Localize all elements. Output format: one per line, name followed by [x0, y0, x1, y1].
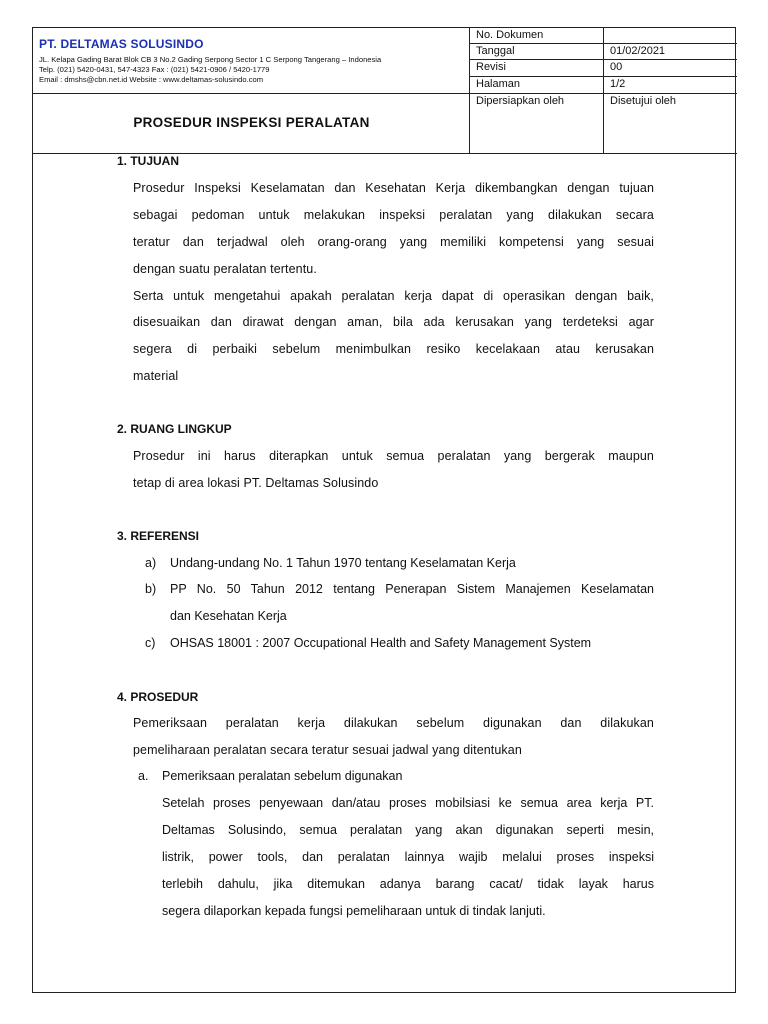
meta-key: Halaman	[470, 77, 604, 93]
title-block	[33, 94, 470, 154]
paragraph-line: sebagai pedoman untuk melakukan inspeksi peralatan yang dilakukan secara	[133, 208, 654, 222]
meta-key: Tanggal	[470, 44, 604, 59]
list-item: OHSAS 18001 : 2007 Occupational Health and Safety Management System	[170, 636, 592, 650]
paragraph-line: listrik, power tools, dan peralatan lainnya wajib melalui proses inspeksi	[162, 850, 654, 864]
paragraph-line: pemeliharaan peralatan secara teratur sesuai jadwal yang ditentukan	[133, 743, 522, 757]
meta-row	[470, 44, 737, 60]
paragraph-line: dengan suatu peralatan tertentu.	[133, 262, 317, 276]
paragraph-line: terlebih dahulu, jika ditemukan adanya barang cacat/ tidak layak harus	[162, 877, 654, 891]
meta-row	[470, 60, 737, 77]
document-page	[32, 27, 736, 993]
paragraph-line: Serta untuk mengetahui apakah peralatan kerja dapat di operasikan dengan baik,	[133, 289, 654, 303]
signature-row	[470, 94, 737, 154]
paragraph-line: segera di perbaiki sebelum menimbulkan resiko kecelakaan atau kerusakan	[133, 342, 654, 356]
list-item: Undang-undang No. 1 Tahun 1970 tentang Keselamatan Kerja	[170, 556, 516, 570]
section-heading-prosedur: 4. PROSEDUR	[117, 690, 199, 704]
approved-by-label: Disetujui oleh	[610, 95, 677, 107]
paragraph-line: Prosedur Inspeksi Keselamatan dan Kesehatan Kerja dikembangkan dengan tujuan	[133, 181, 654, 195]
meta-value: 01/02/2021	[610, 45, 666, 57]
paragraph-line: Deltamas Solusindo, semua peralatan yang akan digunakan seperti mesin,	[162, 823, 654, 837]
paragraph-line: disesuaikan dan dirawat dengan aman, bila ada kerusakan yang terdeteksi agar	[133, 315, 654, 329]
paragraph-line: Setelah proses penyewaan dan/atau proses mobilsiasi ke semua area kerja PT.	[162, 796, 654, 810]
meta-value: 1/2	[610, 78, 626, 90]
sub-list-marker: a.	[138, 769, 149, 783]
meta-row	[470, 28, 737, 44]
paragraph-line: segera dilaporkan kepada fungsi pemeliharaan untuk di tindak lanjuti.	[162, 904, 546, 918]
section-heading-tujuan: 1. TUJUAN	[117, 154, 180, 168]
company-address: JL. Kelapa Gading Barat Blok CB 3 No.2 Gading Serpong Sector 1 C Serpong Tangerang – Indonesia	[39, 55, 382, 64]
company-block	[33, 28, 470, 94]
sub-section-title: Pemeriksaan peralatan sebelum digunakan	[162, 769, 403, 783]
prepared-by-label: Dipersiapkan oleh	[470, 94, 604, 154]
company-phone: Telp. (021) 5420-0431, 547-4323 Fax : (021) 5421-0906 / 5420-1779	[39, 65, 270, 74]
company-contact: Email : dmshs@cbn.net.id Website : www.deltamas-solusindo.com	[39, 75, 264, 84]
paragraph-line: Prosedur ini harus diterapkan untuk semua peralatan yang bergerak maupun	[133, 449, 654, 463]
paragraph-line: Pemeriksaan peralatan kerja dilakukan sebelum digunakan dan dilakukan	[133, 716, 654, 730]
company-name: PT. DELTAMAS SOLUSINDO	[39, 37, 204, 51]
list-marker: a)	[145, 556, 157, 570]
document-title: PROSEDUR INSPEKSI PERALATAN	[133, 115, 370, 130]
meta-value	[604, 28, 737, 43]
meta-value: 00	[610, 61, 623, 73]
section-heading-referensi: 3. REFERENSI	[117, 529, 200, 543]
list-marker: b)	[145, 582, 157, 596]
meta-row	[470, 77, 737, 94]
list-item: PP No. 50 Tahun 2012 tentang Penerapan Sistem Manajemen Keselamatan	[170, 582, 654, 596]
section-heading-ruang-lingkup: 2. RUANG LINGKUP	[117, 422, 232, 436]
list-marker: c)	[145, 636, 156, 650]
meta-key: Revisi	[470, 60, 604, 76]
meta-key: No. Dokumen	[470, 28, 604, 43]
document-meta-table	[470, 28, 737, 154]
paragraph-line: tetap di area lokasi PT. Deltamas Solusindo	[133, 476, 379, 490]
paragraph-line: material	[133, 369, 179, 383]
paragraph-line: teratur dan terjadwal oleh orang-orang yang memiliki kompetensi yang sesuai	[133, 235, 654, 249]
list-item-continuation: dan Kesehatan Kerja	[170, 609, 287, 623]
